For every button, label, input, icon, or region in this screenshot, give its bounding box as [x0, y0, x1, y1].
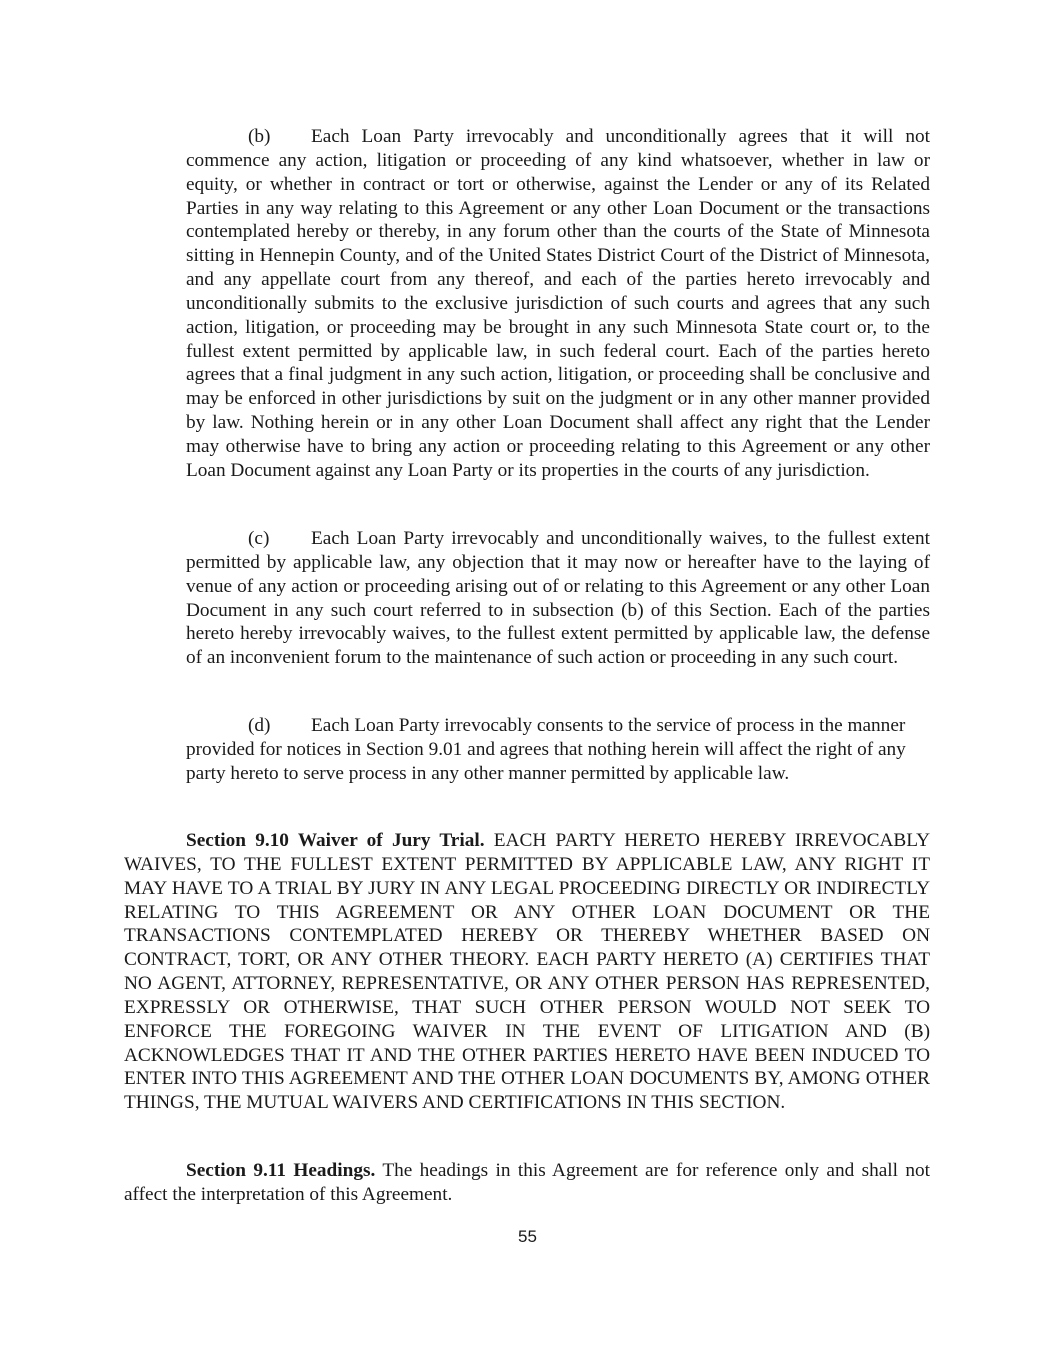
section-9-11-text: The headings in this Agreement are for reference only and shall not affect the interpretation of this Agreement. [124, 1160, 930, 1205]
paragraph-c-text: Each Loan Party irrevocably and unconditionally waives, to the fullest extent permitted by applicable law, any objection that it may now or hereafter have to the laying of venue of any action or proceeding arising out of or relating to this Agreement or any other Loan Document in any such court referred to in subsection (b) of this Section. Each of the parties hereto hereby irrevocably waives, to the fullest extent permitted by applicable law, the defense of an inconvenient forum to the maintenance of such action or proceeding in any such court. [186, 528, 930, 669]
section-9-10-heading: Section 9.10 Waiver of Jury Trial. [186, 830, 485, 851]
page-number: 55 [518, 1227, 537, 1246]
paragraph-b [186, 125, 930, 483]
paragraph-b-text: Each Loan Party irrevocably and unconditionally agrees that it will not commence any action, litigation or proceeding of any kind whatsoever, whether in law or equity, or whether in contract or tort or otherwise, against the Lender or any of its Related Parties in any way relating to this Agreement or any other Loan Document or the transactions contemplated hereby or thereby, in any forum other than the courts of the State of Minnesota sitting in Hennepin County, and of the United States District Court of the District of Minnesota, and any appellate court from any thereof, and each of the parties hereto irrevocably and unconditionally submits to the exclusive jurisdiction of such courts and agrees that any such action, litigation, or proceeding may be brought in any such Minnesota State court or, to the fullest extent permitted by applicable law, in such federal court. Each of the parties hereto agrees that a final judgment in any such action, litigation, or proceeding shall be conclusive and may be enforced in other jurisdictions by suit on the judgment or in any other manner provided by law. Nothing herein or in any other Loan Document shall affect any right that the Lender may otherwise have to bring any action or proceeding relating to this Agreement or any other Loan Document against any Loan Party or its properties in the courts of any jurisdiction. [186, 126, 930, 481]
paragraph-d-label: (d) [248, 715, 271, 736]
section-9-10-text: EACH PARTY HERETO HEREBY IRREVOCABLY WAIVES, TO THE FULLEST EXTENT PERMITTED BY APPLICABLE LAW, ANY RIGHT IT MAY HAVE TO A TRIAL BY JURY IN ANY LEGAL PROCEEDING DIRECTLY OR INDIRECTLY RELATING TO THIS AGREEMENT OR ANY OTHER LOAN DOCUMENT OR THE TRANSACTIONS CONTEMPLATED HEREBY OR THEREBY WHETHER BASED ON CONTRACT, TORT, OR ANY OTHER THEORY. EACH PARTY HERETO (A) CERTIFIES THAT NO AGENT, ATTORNEY, REPRESENTATIVE, OR ANY OTHER PERSON HAS REPRESENTED, EXPRESSLY OR OTHERWISE, THAT SUCH OTHER PERSON WOULD NOT SEEK TO ENFORCE THE FOREGOING WAIVER IN THE EVENT OF LITIGATION AND (B) ACKNOWLEDGES THAT IT AND THE OTHER PARTIES HERETO HAVE BEEN INDUCED TO ENTER INTO THIS AGREEMENT AND THE OTHER LOAN DOCUMENTS BY, AMONG OTHER THINGS, THE MUTUAL WAIVERS AND CERTIFICATIONS IN THIS SECTION. [124, 830, 931, 1114]
paragraph-c-label: (c) [248, 528, 270, 549]
section-9-11 [124, 1159, 930, 1207]
paragraph-b-label: (b) [248, 126, 271, 147]
paragraph-d-text: Each Loan Party irrevocably consents to the service of process in the manner provided for notices in Section 9.01 and agrees that nothing herein will affect the right of any party hereto to serve process in any other manner permitted by applicable law. [186, 715, 906, 784]
section-9-11-heading: Section 9.11 Headings. [186, 1160, 376, 1181]
section-9-10 [124, 829, 930, 1115]
paragraph-c [186, 527, 930, 670]
paragraph-d [186, 714, 930, 786]
